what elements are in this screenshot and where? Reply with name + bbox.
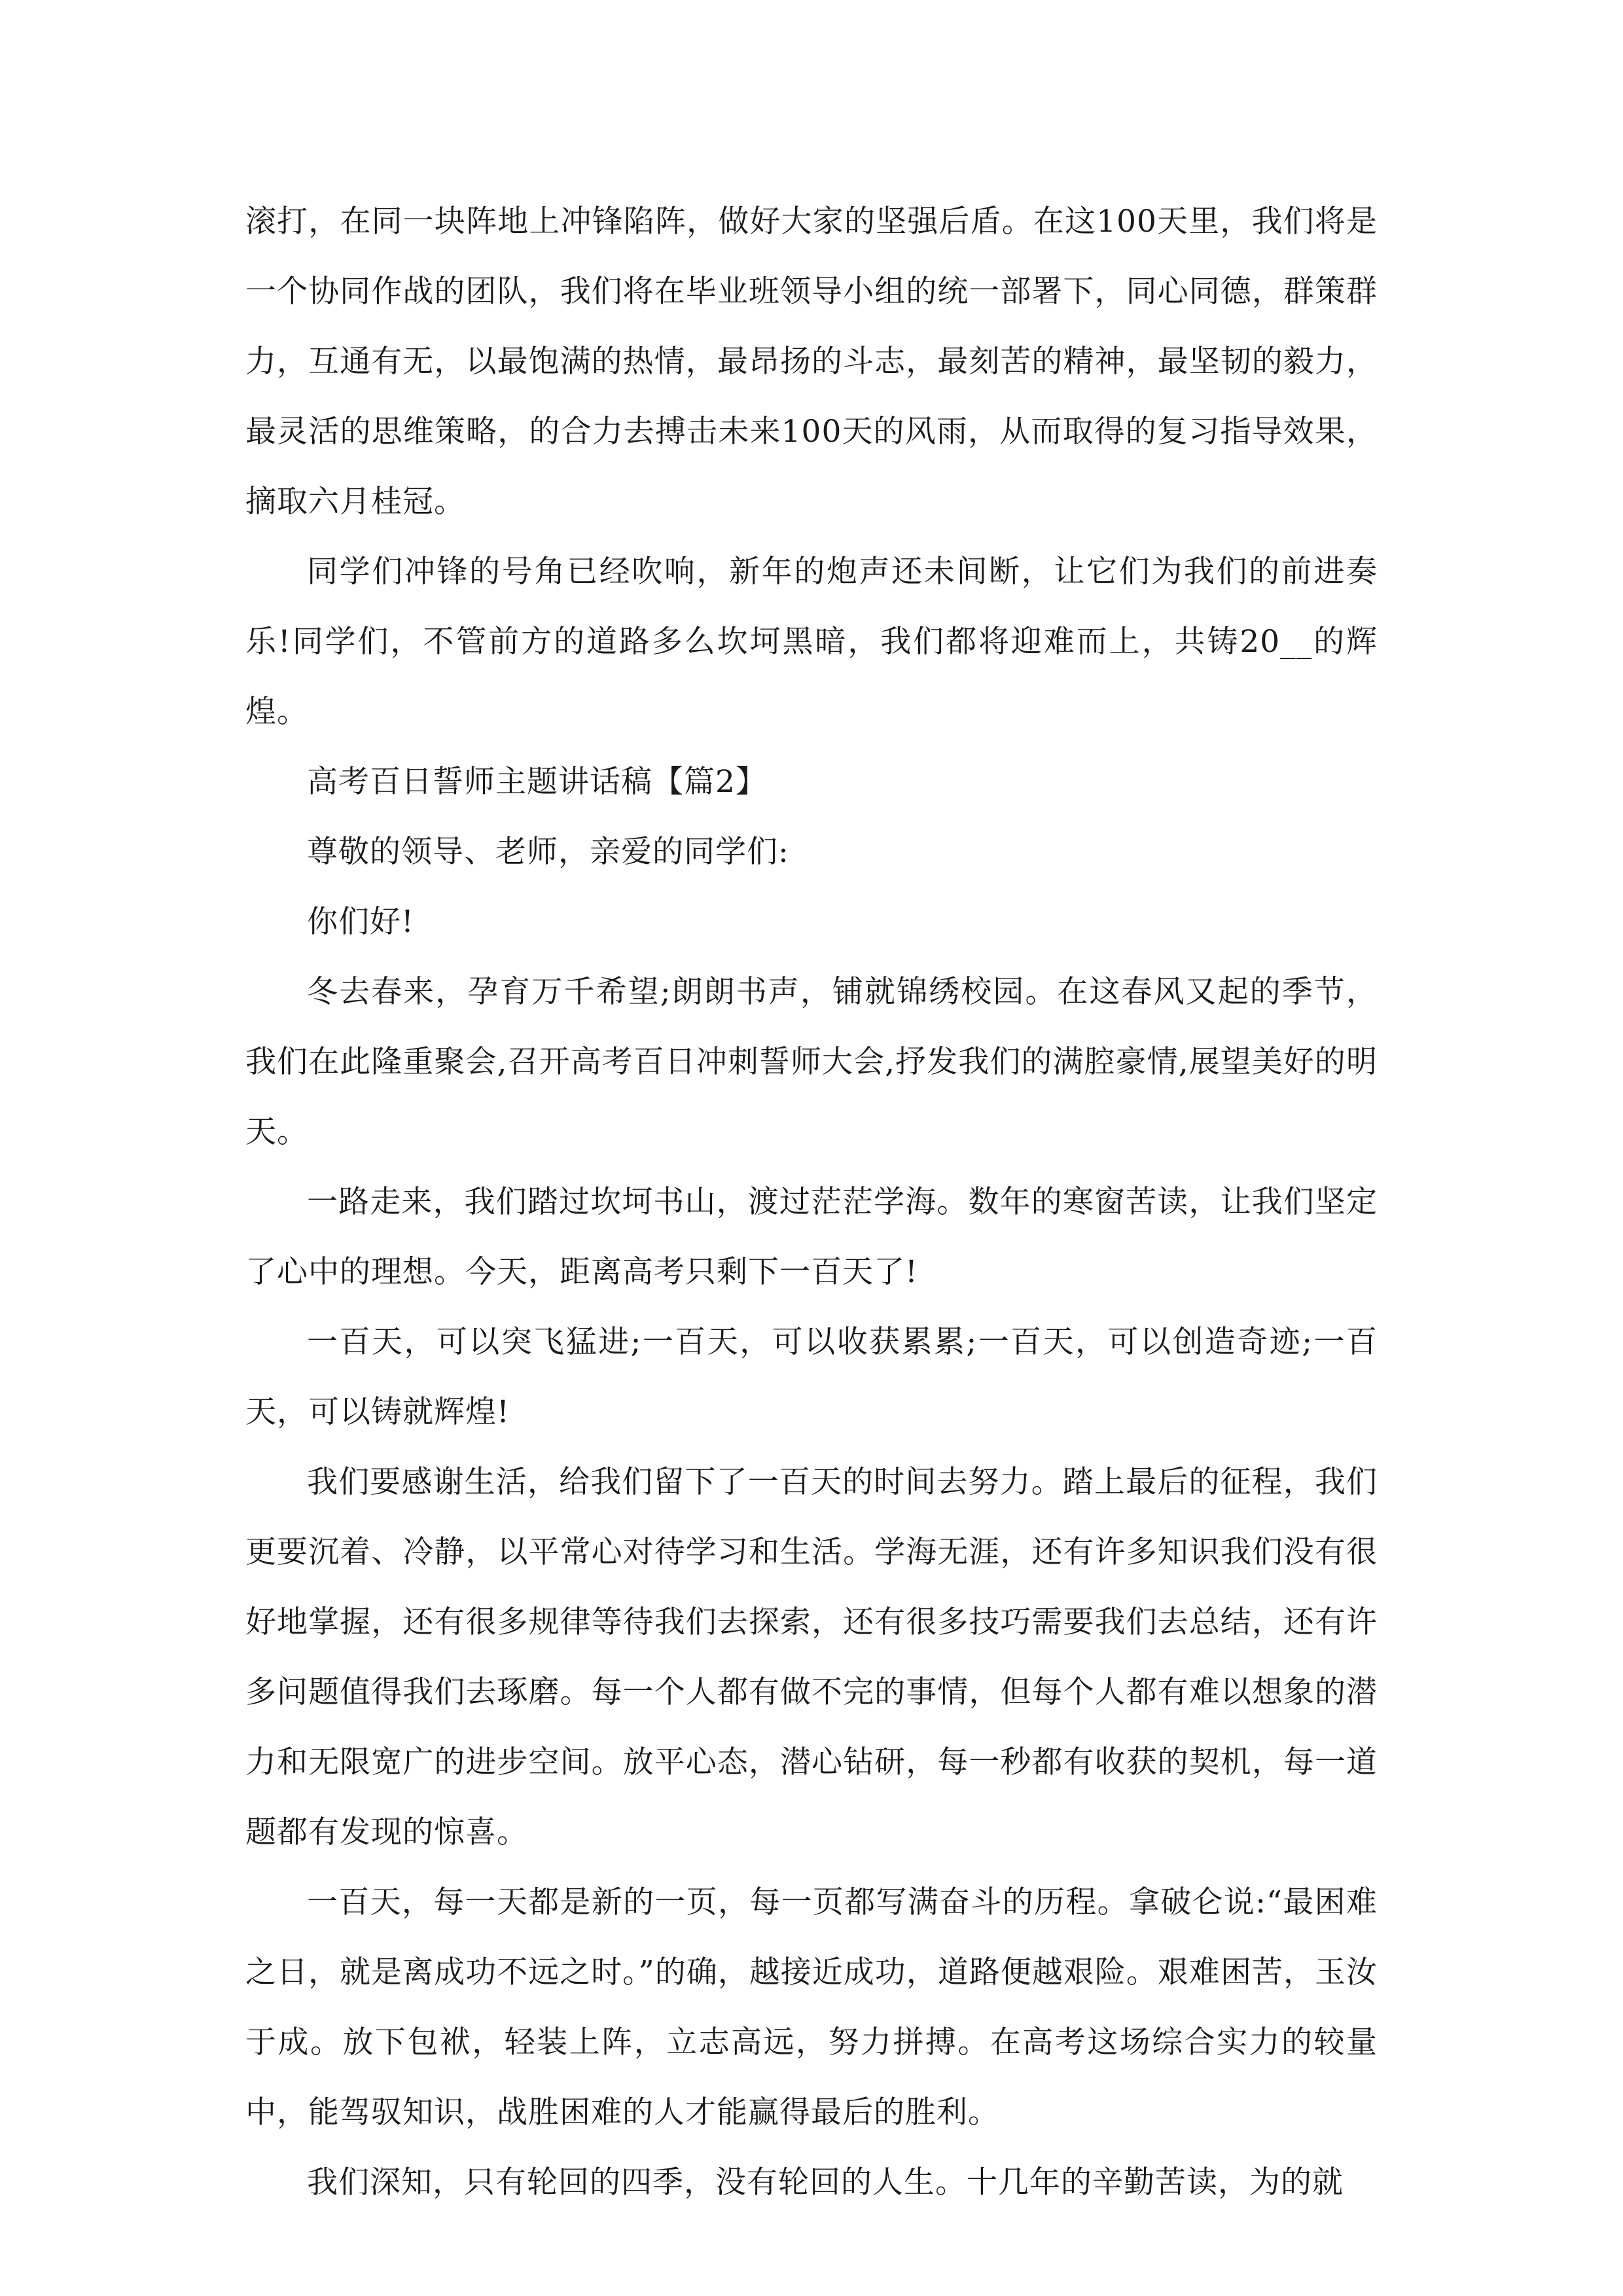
paragraph: 一百天，可以突飞猛进;一百天，可以收获累累;一百天，可以创造奇迹;一百天，可以铸就辉煌! [245,1324,1378,1430]
paragraph: 我们深知，只有轮回的四季，没有轮回的人生。十几年的辛勤苦读，为的就 [307,2164,1344,2200]
greeting: 你们好! [307,904,414,940]
paragraph: 同学们冲锋的号角已经吹响，新年的炮声还未间断，让它们为我们的前进奏乐!同学们，不管前方的道路多么坎坷黑暗，我们都将迎难而上，共铸20__的辉煌。 [245,554,1378,730]
paragraph: 一百天，每一天都是新的一页，每一页都写满奋斗的历程。拿破仑说:“最困难之日，就是离成功不远之时。”的确，越接近成功，道路便越艰险。艰难困苦，玉汝于成。放下包袱，轻装上阵，立志高远，努力拼搏。在高考这场综合实力的较量中，能驾驭知识，战胜困难的人才能赢得最后的胜利。 [245,1884,1378,2130]
section-heading: 高考百日誓师主题讲话稿【篇2】 [307,764,767,800]
document-page [245,187,1378,2217]
paragraph: 我们要感谢生活，给我们留下了一百天的时间去努力。踏上最后的征程，我们更要沉着、冷静，以平常心对待学习和生活。学海无涯，还有许多知识我们没有很好地掌握，还有很多规律等待我们去探索，还有很多技巧需要我们去总结，还有许多问题值得我们去琢磨。每一个人都有做不完的事情，但每个人都有难以想象的潜力和无限宽广的进步空间。放平心态，潜心钻研，每一秒都有收获的契机，每一道题都有发现的惊喜。 [245,1464,1378,1850]
paragraph: 冬去春来，孕育万千希望;朗朗书声，铺就锦绣校园。在这春风又起的季节，我们在此隆重聚会,召开高考百日冲刺誓师大会,抒发我们的满腔豪情,展望美好的明天。 [245,974,1378,1150]
salutation: 尊敬的领导、老师，亲爱的同学们: [307,834,789,870]
paragraph: 一路走来，我们踏过坎坷书山，渡过茫茫学海。数年的寒窗苦读，让我们坚定了心中的理想。今天，距离高考只剩下一百天了! [245,1184,1378,1290]
paragraph-continuation: 滚打，在同一块阵地上冲锋陷阵，做好大家的坚强后盾。在这100天里，我们将是一个协同作战的团队，我们将在毕业班领导小组的统一部署下，同心同德，群策群力，互通有无，以最饱满的热情，最昂扬的斗志，最刻苦的精神，最坚韧的毅力，最灵活的思维策略，的合力去搏击未来100天的风雨，从而取得的复习指导效果，摘取六月桂冠。 [245,204,1378,520]
